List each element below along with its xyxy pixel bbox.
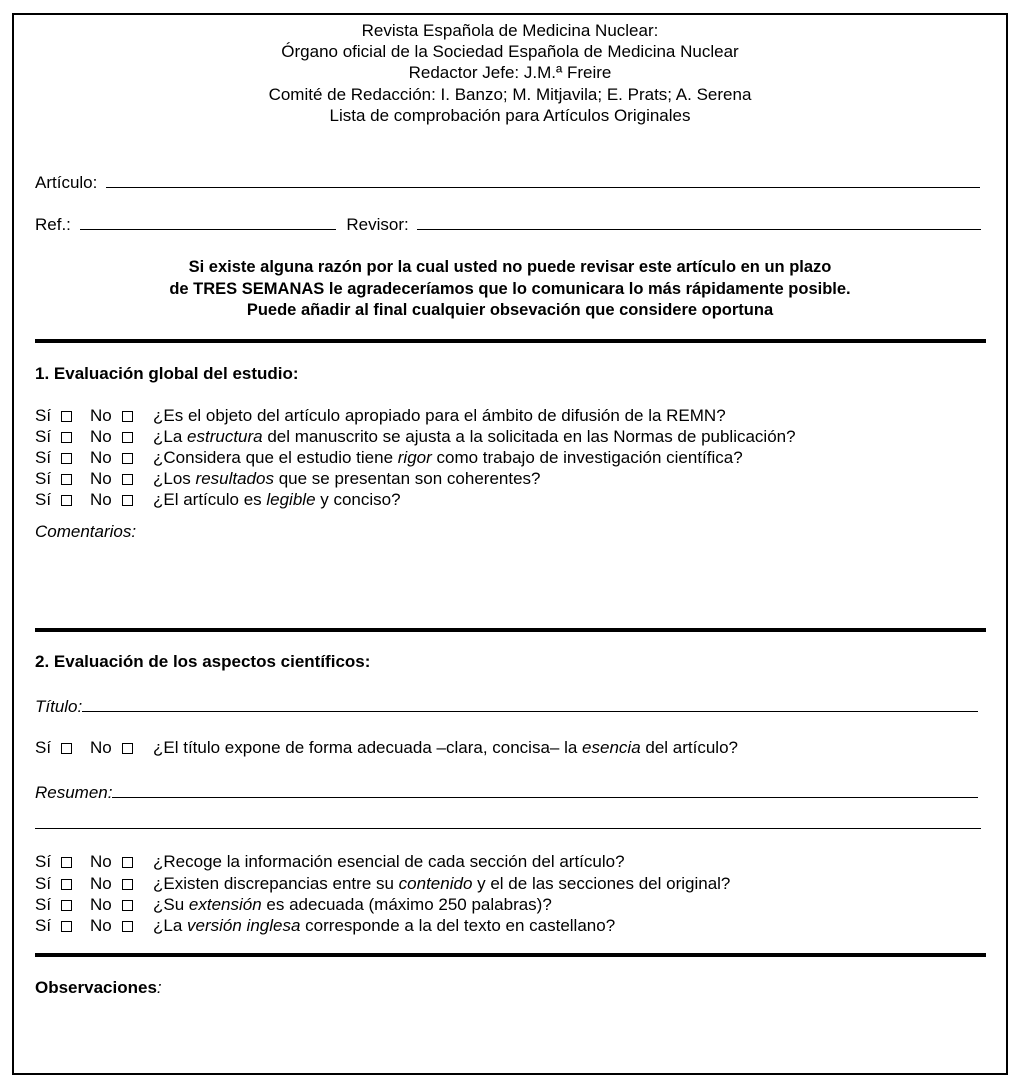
no-label: No [90, 448, 112, 467]
no-checkbox[interactable] [122, 921, 133, 932]
review-notice [0, 257, 1020, 322]
question-row [35, 489, 401, 510]
question-text: ¿Recoge la información esencial de cada sección del artículo? [153, 852, 625, 871]
resumen-label: Resumen: [35, 783, 113, 802]
yes-label: Sí [35, 895, 52, 914]
articulo-input[interactable] [106, 170, 980, 188]
yes-label: Sí [35, 490, 52, 509]
no-label: No [90, 895, 112, 914]
yes-label: Sí [35, 469, 52, 488]
observaciones-area[interactable] [35, 1002, 986, 1064]
ref-revisor-row [35, 212, 985, 235]
articulo-label: Artículo: [35, 173, 98, 192]
yes-checkbox[interactable] [61, 453, 72, 464]
editor-in-chief: Redactor Jefe: J.M.ª Freire [408, 63, 612, 83]
checklist-title: Lista de comprobación para Artículos Originales [329, 105, 691, 125]
resumen-input[interactable] [112, 780, 978, 798]
yes-checkbox[interactable] [61, 879, 72, 890]
comments-area[interactable] [35, 545, 986, 620]
question-row [35, 851, 625, 872]
no-checkbox[interactable] [122, 411, 133, 422]
question-row [35, 915, 615, 936]
question-row [35, 447, 743, 468]
journal-title: Revista Española de Medicina Nuclear: [361, 21, 659, 40]
no-checkbox[interactable] [122, 474, 133, 485]
yes-label: Sí [35, 852, 52, 871]
observaciones-heading [35, 978, 162, 998]
editorial-committee: Comité de Redacción: I. Banzo; M. Mitjavila; E. Prats; A. Serena [268, 84, 752, 104]
resumen-field-row [35, 780, 985, 803]
question-row [35, 894, 552, 915]
revisor-label: Revisor: [346, 215, 409, 234]
notice-line: de TRES SEMANAS le agradeceríamos que lo comunicara lo más rápidamente posible. [169, 279, 851, 298]
no-label: No [90, 427, 112, 446]
no-label: No [90, 490, 112, 509]
section2-title: 2. Evaluación de los aspectos científicos: [35, 652, 371, 671]
yes-label: Sí [35, 874, 52, 893]
notice-line: Puede añadir al final cualquier obsevación que considere oportuna [246, 301, 774, 319]
observaciones-label: Observaciones [35, 978, 157, 997]
revisor-input[interactable] [417, 212, 981, 230]
yes-checkbox[interactable] [61, 495, 72, 506]
no-checkbox[interactable] [122, 743, 133, 754]
yes-checkbox[interactable] [61, 921, 72, 932]
no-label: No [90, 916, 112, 935]
ref-label: Ref.: [35, 215, 71, 234]
observaciones-colon: : [156, 978, 162, 997]
question-text: ¿Existen discrepancias entre su contenido y el de las secciones del original? [153, 874, 731, 893]
yes-checkbox[interactable] [61, 900, 72, 911]
yes-label: Sí [35, 448, 52, 467]
no-label: No [90, 469, 112, 488]
yes-label: Sí [35, 406, 52, 425]
question-text: ¿Considera que el estudio tiene rigor como trabajo de investigación científica? [153, 448, 743, 467]
ref-input[interactable] [80, 212, 336, 230]
resumen-input-line-2[interactable] [35, 812, 981, 829]
no-checkbox[interactable] [122, 857, 133, 868]
no-label: No [90, 406, 112, 425]
yes-checkbox[interactable] [61, 474, 72, 485]
yes-checkbox[interactable] [61, 432, 72, 443]
no-label: No [90, 738, 112, 757]
section-divider [35, 339, 986, 343]
journal-subtitle: Órgano oficial de la Sociedad Española de Medicina Nuclear [281, 42, 739, 62]
no-checkbox[interactable] [122, 453, 133, 464]
titulo-field-row [35, 694, 985, 717]
yes-checkbox[interactable] [61, 411, 72, 422]
titulo-label: Título: [35, 697, 83, 716]
question-text: ¿Es el objeto del artículo apropiado para el ámbito de difusión de la REMN? [153, 406, 726, 425]
question-row [35, 426, 796, 447]
comments-label: Comentarios: [35, 522, 137, 541]
no-checkbox[interactable] [122, 432, 133, 443]
section1-title: 1. Evaluación global del estudio: [35, 364, 299, 383]
question-text: ¿El título expone de forma adecuada –clara, concisa– la esencia del artículo? [153, 738, 738, 757]
yes-label: Sí [35, 738, 52, 757]
yes-checkbox[interactable] [61, 743, 72, 754]
no-checkbox[interactable] [122, 879, 133, 890]
notice-line: Si existe alguna razón por la cual usted no puede revisar este artículo en un plazo [188, 258, 832, 276]
question-row [35, 873, 730, 894]
section-divider [35, 628, 986, 632]
no-checkbox[interactable] [122, 495, 133, 506]
question-text: ¿El artículo es legible y conciso? [153, 490, 401, 509]
articulo-field-row [35, 170, 985, 193]
no-label: No [90, 874, 112, 893]
form-header [0, 20, 1020, 126]
question-text: ¿Los resultados que se presentan son coherentes? [153, 469, 541, 488]
yes-label: Sí [35, 427, 52, 446]
question-row [35, 468, 541, 489]
no-label: No [90, 852, 112, 871]
titulo-input[interactable] [82, 694, 978, 712]
no-checkbox[interactable] [122, 900, 133, 911]
question-row [35, 405, 726, 426]
question-text: ¿La versión inglesa corresponde a la del texto en castellano? [153, 916, 616, 935]
question-text: ¿Su extensión es adecuada (máximo 250 palabras)? [153, 895, 552, 914]
question-row [35, 737, 738, 758]
yes-label: Sí [35, 916, 52, 935]
yes-checkbox[interactable] [61, 857, 72, 868]
section-divider [35, 953, 986, 957]
question-text: ¿La estructura del manuscrito se ajusta a la solicitada en las Normas de publicación? [153, 427, 796, 446]
